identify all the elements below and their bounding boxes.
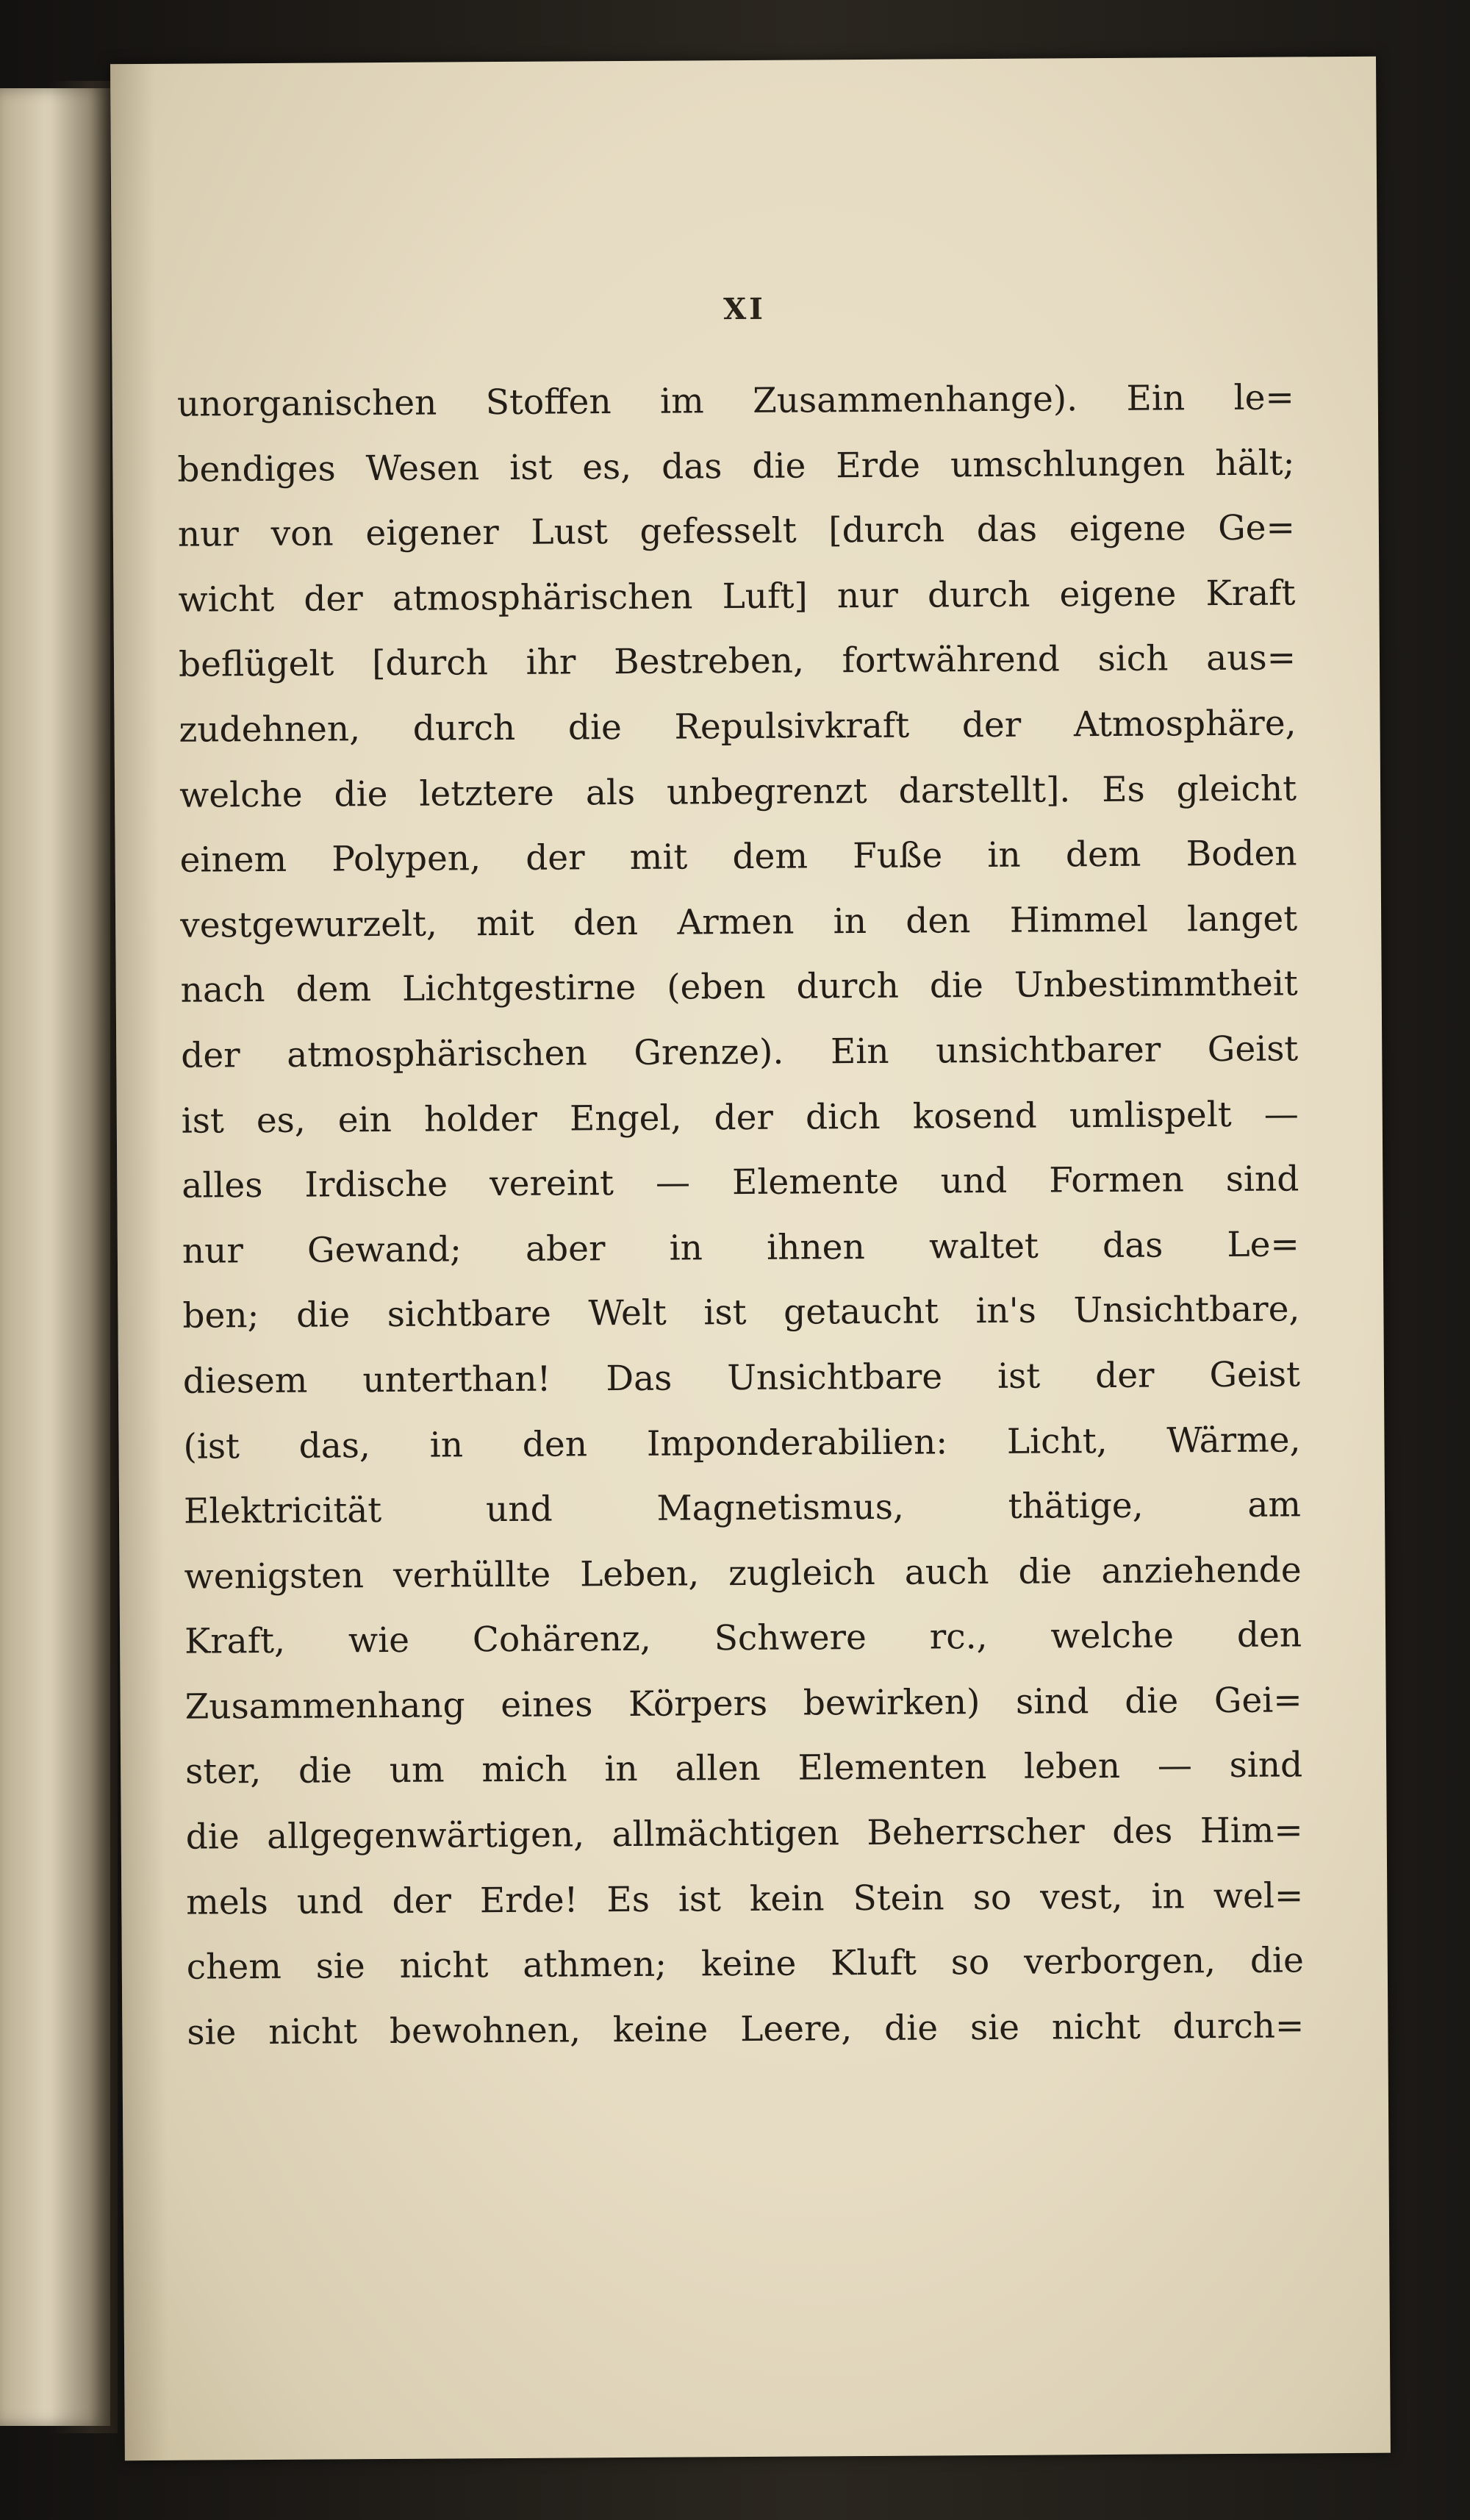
text-line: (ist das, in den Imponderabilien: Licht, Wärme, <box>183 1419 1301 1467</box>
text-line: nur Gewand; aber in ihnen waltet das Le= <box>182 1224 1300 1272</box>
text-line: nur von eigener Lust gefesselt [durch das eigene Ge= <box>177 507 1296 555</box>
text-line: Zusammenhang eines Körpers bewirken) sind die Gei= <box>184 1680 1302 1728</box>
text-line: ster, die um mich in allen Elementen leben — sind <box>185 1744 1303 1793</box>
text-line: wicht der atmosphärischen Luft] nur durch eigene Kraft <box>178 573 1296 620</box>
text-line: unorganischen Stoffen im Zusammenhange). Ein le= <box>176 377 1294 425</box>
book-page <box>110 57 1391 2460</box>
page-number: XI <box>723 291 767 327</box>
text-line: der atmosphärischen Grenze). Ein unsichtbarer Geist <box>181 1028 1299 1076</box>
text-line: nach dem Lichtgestirne (eben durch die Unbestimmtheit <box>180 963 1298 1012</box>
text-line: zudehnen, durch die Repulsivkraft der Atmosphäre, <box>179 703 1297 751</box>
text-line: mels und der Erde! Es ist kein Stein so vest, in wel= <box>186 1875 1304 1923</box>
text-line: einem Polypen, der mit dem Fuße in dem Boden <box>179 833 1297 881</box>
text-line: ben; die sichtbare Welt ist getaucht in's Unsichtbare, <box>182 1289 1300 1337</box>
book-gutter-shadow <box>51 81 118 2433</box>
text-line: beflügelt [durch ihr Bestreben, fortwährend sich aus= <box>178 637 1297 686</box>
text-line: bendiges Wesen ist es, das die Erde umschlungen hält; <box>177 443 1295 490</box>
text-line: sie nicht bewohnen, keine Leere, die sie nicht durch= <box>187 2005 1305 2053</box>
text-line: chem sie nicht athmen; keine Kluft so verborgen, die <box>186 1940 1304 1988</box>
text-line: die allgegenwärtigen, allmächtigen Beherrscher des Him= <box>185 1810 1303 1858</box>
text-line: diesem unterthan! Das Unsichtbare ist der Geist <box>182 1354 1301 1402</box>
text-line: ist es, ein holder Engel, der dich kosend umlispelt — <box>181 1093 1299 1142</box>
text-line: alles Irdische vereint — Elemente und Formen sind <box>182 1159 1299 1206</box>
text-line: wenigsten verhüllte Leben, zugleich auch die anziehende <box>184 1550 1302 1597</box>
text-line: Kraft, wie Cohärenz, Schwere rc., welche den <box>184 1614 1302 1662</box>
text-line: Elektricität und Magnetismus, thätige, am <box>183 1484 1302 1532</box>
text-line: welche die letztere als unbegrenzt darstellt]. Es gleicht <box>179 767 1297 816</box>
body-text <box>177 365 1305 2066</box>
text-line: vestgewurzelt, mit den Armen in den Himmel langet <box>180 898 1298 946</box>
